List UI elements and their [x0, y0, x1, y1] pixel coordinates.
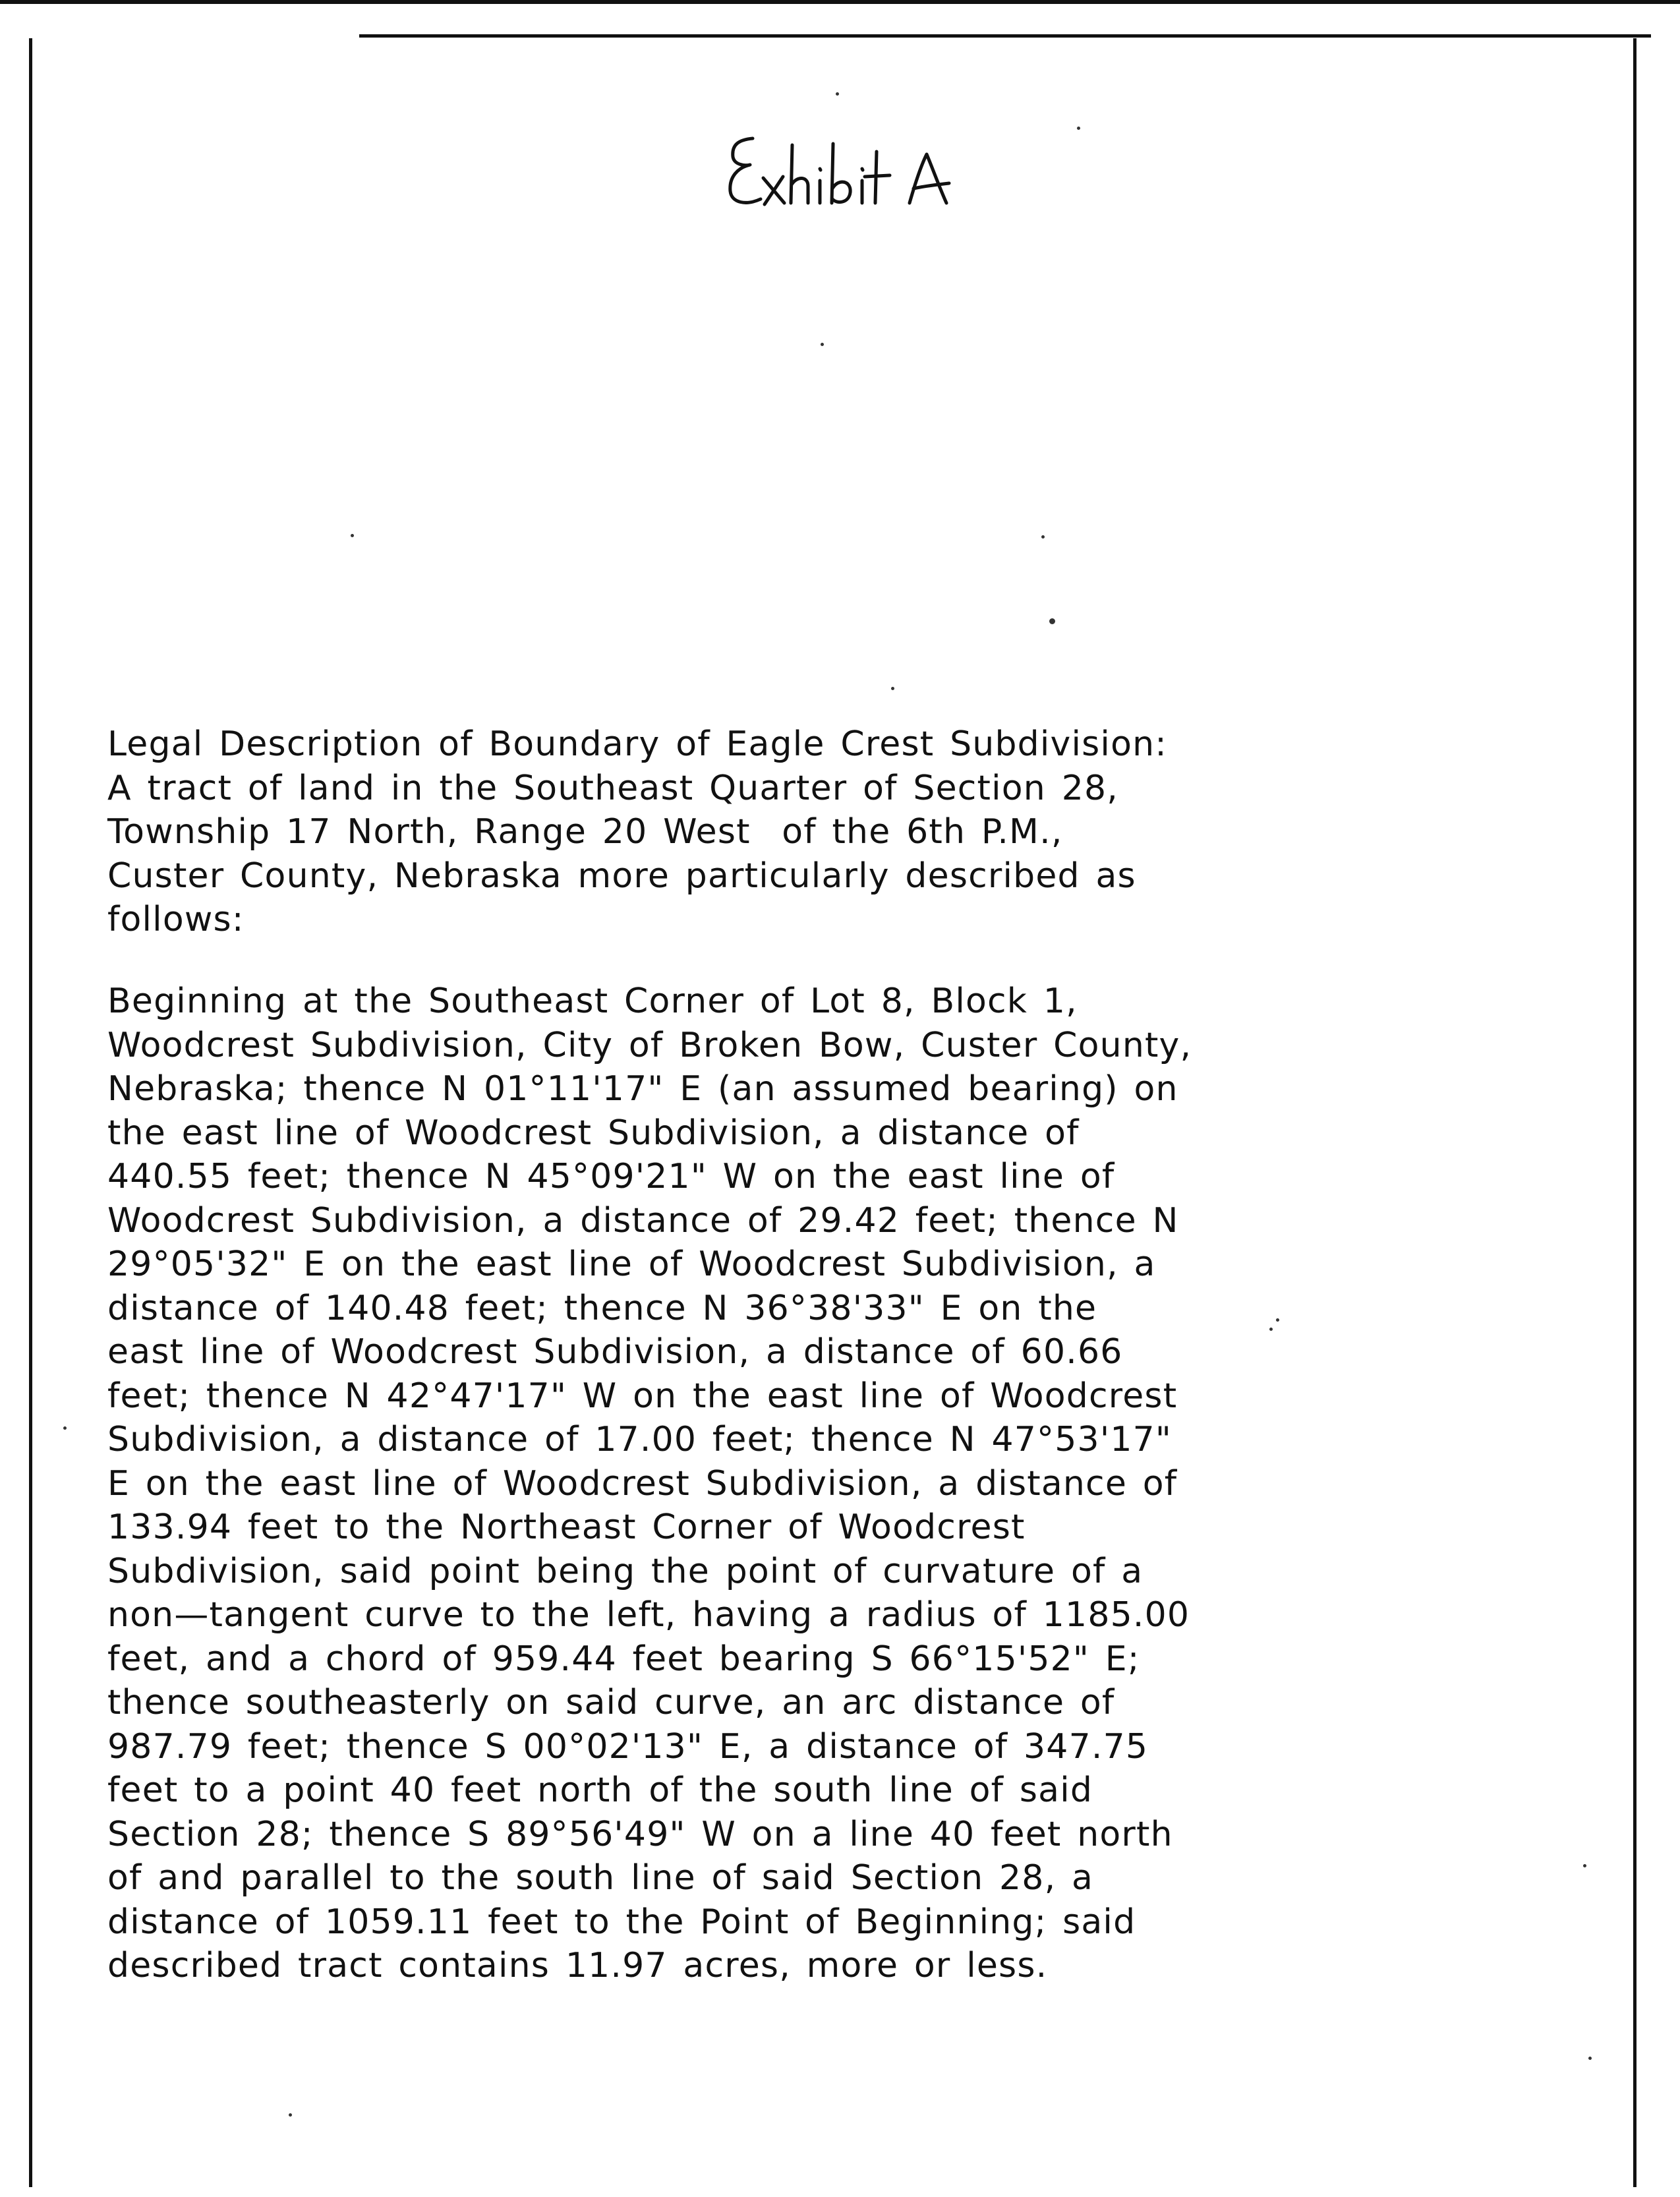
heading-line: Legal Description of Boundary of Eagle Crest Subdivision: — [107, 724, 1167, 764]
scan-speck — [821, 343, 824, 346]
description-line: 133.94 feet to the Northeast Corner of Woodcrest — [107, 1508, 1026, 1547]
scan-speck — [1041, 535, 1045, 539]
scan-speck — [1049, 618, 1055, 624]
top-edge-border — [0, 0, 1680, 4]
description-line: 29°05'32" E on the east line of Woodcrest Subdivision, a — [107, 1245, 1156, 1284]
description-line: Section 28; thence S 89°56'49" W on a line 40 feet north — [107, 1814, 1173, 1854]
heading-line: Custer County, Nebraska more particularly described as — [107, 856, 1136, 896]
scan-speck — [1583, 1864, 1586, 1867]
top-border-line — [359, 34, 1651, 38]
description-line: E on the east line of Woodcrest Subdivision, a distance of — [107, 1463, 1178, 1504]
right-border-line — [1633, 38, 1637, 2187]
heading-line: Township 17 North, Range 20 West of the 6th P.M., — [107, 812, 1063, 852]
description-line: thence southeasterly on said curve, an arc distance of — [107, 1683, 1115, 1722]
scan-speck — [1269, 1328, 1273, 1331]
description-line: Subdivision, said point being the point of curvature of a — [107, 1551, 1144, 1591]
scan-speck — [891, 687, 894, 690]
description-line: Beginning at the Southeast Corner of Lot 8, Block 1, — [107, 981, 1078, 1021]
description-line: Woodcrest Subdivision, City of Broken Bow, Custer County, — [107, 1025, 1192, 1065]
description-line: Subdivision, a distance of 17.00 feet; thence N 47°53'17" — [107, 1420, 1173, 1459]
description-line: 987.79 feet; thence S 00°02'13" E, a distance of 347.75 — [107, 1726, 1149, 1767]
scan-speck — [1077, 127, 1080, 130]
scan-speck — [289, 2113, 292, 2117]
description-line: 440.55 feet; thence N 45°09'21" W on the east line of — [107, 1157, 1115, 1196]
description-line: feet; thence N 42°47'17" W on the east line of Woodcrest — [107, 1376, 1178, 1416]
description-line: east line of Woodcrest Subdivision, a distance of 60.66 — [107, 1332, 1123, 1372]
left-border-line — [29, 38, 32, 2187]
description-line: Nebraska; thence N 01°11'17" E (an assumed bearing) on — [107, 1069, 1178, 1109]
scan-speck — [351, 534, 354, 537]
scan-speck — [63, 1426, 67, 1430]
heading-line: A tract of land in the Southeast Quarter of Section 28, — [107, 768, 1118, 808]
description-line: the east line of Woodcrest Subdivision, a distance of — [107, 1113, 1080, 1153]
description-line: feet, and a chord of 959.44 feet bearing S 66°15'52" E; — [107, 1639, 1140, 1679]
description-line: of and parallel to the south line of said Section 28, a — [107, 1858, 1094, 1898]
description-line: Woodcrest Subdivision, a distance of 29.42 feet; thence N — [107, 1200, 1179, 1241]
description-line: feet to a point 40 feet north of the south line of said — [107, 1771, 1093, 1810]
legal-description-heading — [107, 722, 1426, 942]
description-line: distance of 140.48 feet; thence N 36°38'33" E on the — [107, 1288, 1097, 1328]
handwritten-exhibit-title — [712, 125, 975, 224]
heading-line: follows: — [107, 900, 245, 939]
scan-speck — [836, 92, 839, 96]
description-line: distance of 1059.11 feet to the Point of Beginning; said — [107, 1902, 1136, 1942]
boundary-description-paragraph — [107, 980, 1426, 1988]
scan-speck — [1588, 2057, 1592, 2060]
scan-speck — [1276, 1318, 1279, 1322]
handwritten-signature-drawing — [712, 125, 975, 224]
description-line: non—tangent curve to the left, having a radius of 1185.00 — [107, 1595, 1190, 1635]
description-line: described tract contains 11.97 acres, more or less. — [107, 1946, 1048, 1985]
